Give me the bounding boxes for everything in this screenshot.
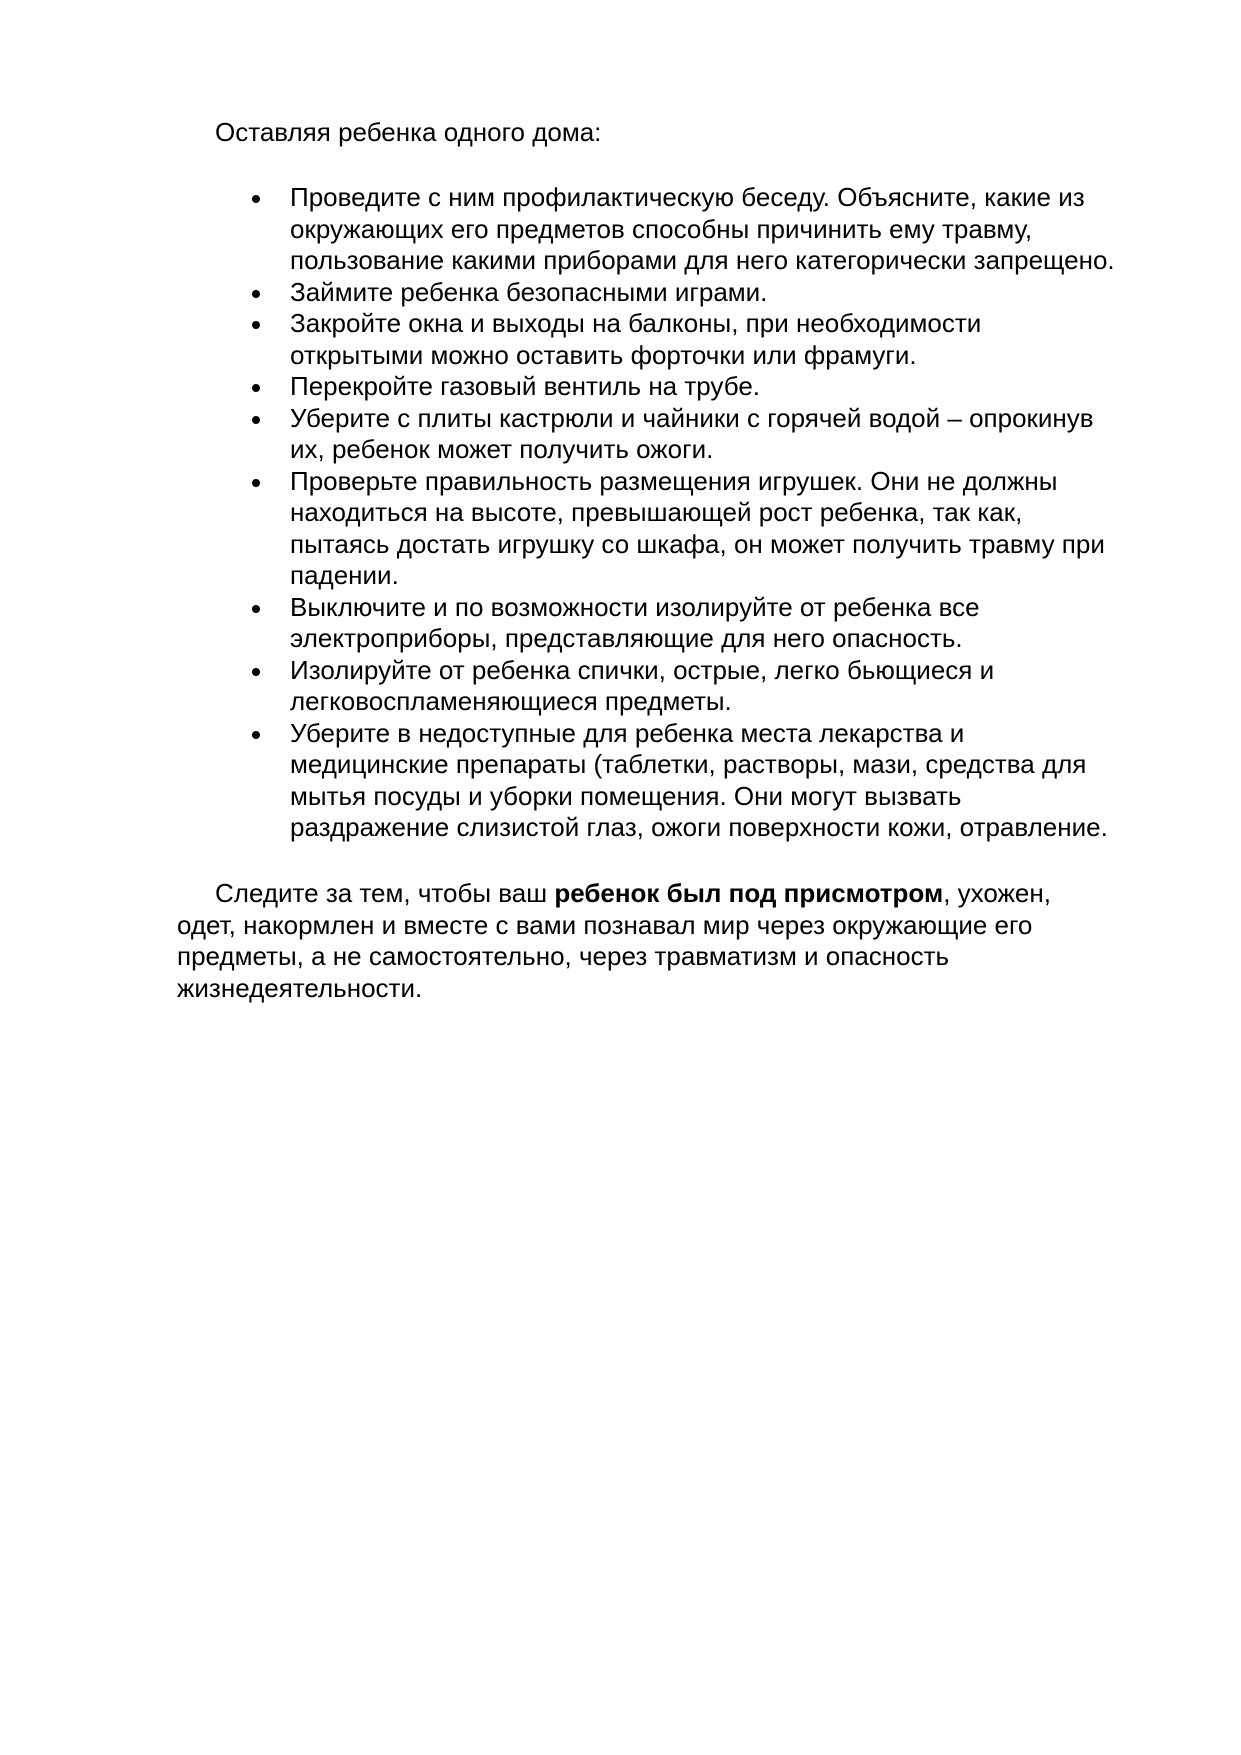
bullet-dot-icon: [252, 384, 260, 392]
closing-line: [177, 878, 1097, 910]
bullet-dot-icon: [252, 668, 260, 676]
closing-paragraph: [177, 878, 1097, 1004]
bullet-text-line: окружающих его предметов способны причинить ему травму,: [290, 213, 1033, 244]
bullet-text-line: Выключите и по возможности изолируйте от ребенка все: [290, 591, 980, 622]
bullet-text-line: легковоспламеняющиеся предметы.: [290, 686, 732, 716]
closing-text-before-bold: Следите за тем, чтобы ваш: [215, 878, 555, 908]
bullet-text-line: Уберите в недоступные для ребенка места лекарства и: [290, 717, 965, 748]
bullet-item: [0, 592, 1170, 655]
bullet-dot-icon: [252, 731, 260, 739]
bullet-dot-icon: [252, 195, 260, 203]
bullet-dot-icon: [252, 605, 260, 613]
bullet-item: [0, 718, 1170, 844]
bullet-item: [0, 403, 1170, 466]
bullet-item: [0, 182, 1170, 277]
bullet-item: [0, 277, 1170, 309]
bullet-item: [0, 371, 1170, 403]
bullet-text-line: пользование какими приборами для него категорически запрещено.: [290, 245, 1115, 275]
bullet-text-line: падении.: [290, 560, 399, 590]
bullet-text-line: их, ребенок может получить ожоги.: [290, 434, 714, 464]
bullet-dot-icon: [252, 290, 260, 298]
safety-bullet-list: [0, 182, 1241, 844]
bullet-text-line: Займите ребенка безопасными играми.: [290, 276, 768, 307]
bullet-text-line: находиться на высоте, превышающей рост ребенка, так как,: [290, 497, 1023, 527]
closing-bold-phrase: ребенок был под присмотром: [554, 878, 944, 908]
closing-line: предметы, а не самостоятельно, через травматизм и опасность: [177, 941, 950, 971]
bullet-text-line: Изолируйте от ребенка спички, острые, легко бьющиеся и: [290, 654, 995, 685]
bullet-text-line: Перекройте газовый вентиль на трубе.: [290, 371, 761, 401]
bullet-text-line: Проверьте правильность размещения игрушек. Они не должны: [290, 465, 1058, 496]
bullet-text-line: открытыми можно оставить форточки или фрамуги.: [290, 339, 917, 370]
bullet-text-line: электроприборы, представляющие для него опасность.: [290, 623, 963, 653]
closing-line: жизнедеятельности.: [177, 972, 423, 1003]
bullet-dot-icon: [252, 321, 260, 329]
bullet-text-line: пытаясь достать игрушку со шкафа, он может получить травму при: [290, 528, 1105, 559]
closing-text-after-bold: , ухожен,: [943, 878, 1051, 908]
bullet-dot-icon: [252, 416, 260, 424]
intro-paragraph: Оставляя ребенка одного дома:: [215, 117, 602, 147]
bullet-item: [0, 655, 1170, 718]
bullet-text-line: Проведите с ним профилактическую беседу. Объясните, какие из: [290, 182, 1085, 212]
bullet-item: [0, 308, 1170, 371]
bullet-text-line: мытья посуды и уборки помещения. Они могут вызвать: [290, 780, 962, 811]
closing-line: одет, накормлен и вместе с вами познавал мир через окружающие его: [177, 909, 1033, 940]
bullet-text-line: Уберите с плиты кастрюли и чайники с горячей водой – опрокинув: [290, 402, 1094, 433]
bullet-text-line: раздражение слизистой глаз, ожоги поверхности кожи, отравление.: [290, 812, 1108, 842]
bullet-dot-icon: [252, 479, 260, 487]
bullet-text-line: медицинские препараты (таблетки, растворы, мази, средства для: [290, 749, 1087, 779]
bullet-item: [0, 466, 1170, 592]
bullet-text-line: Закройте окна и выходы на балконы, при необходимости: [290, 308, 982, 338]
